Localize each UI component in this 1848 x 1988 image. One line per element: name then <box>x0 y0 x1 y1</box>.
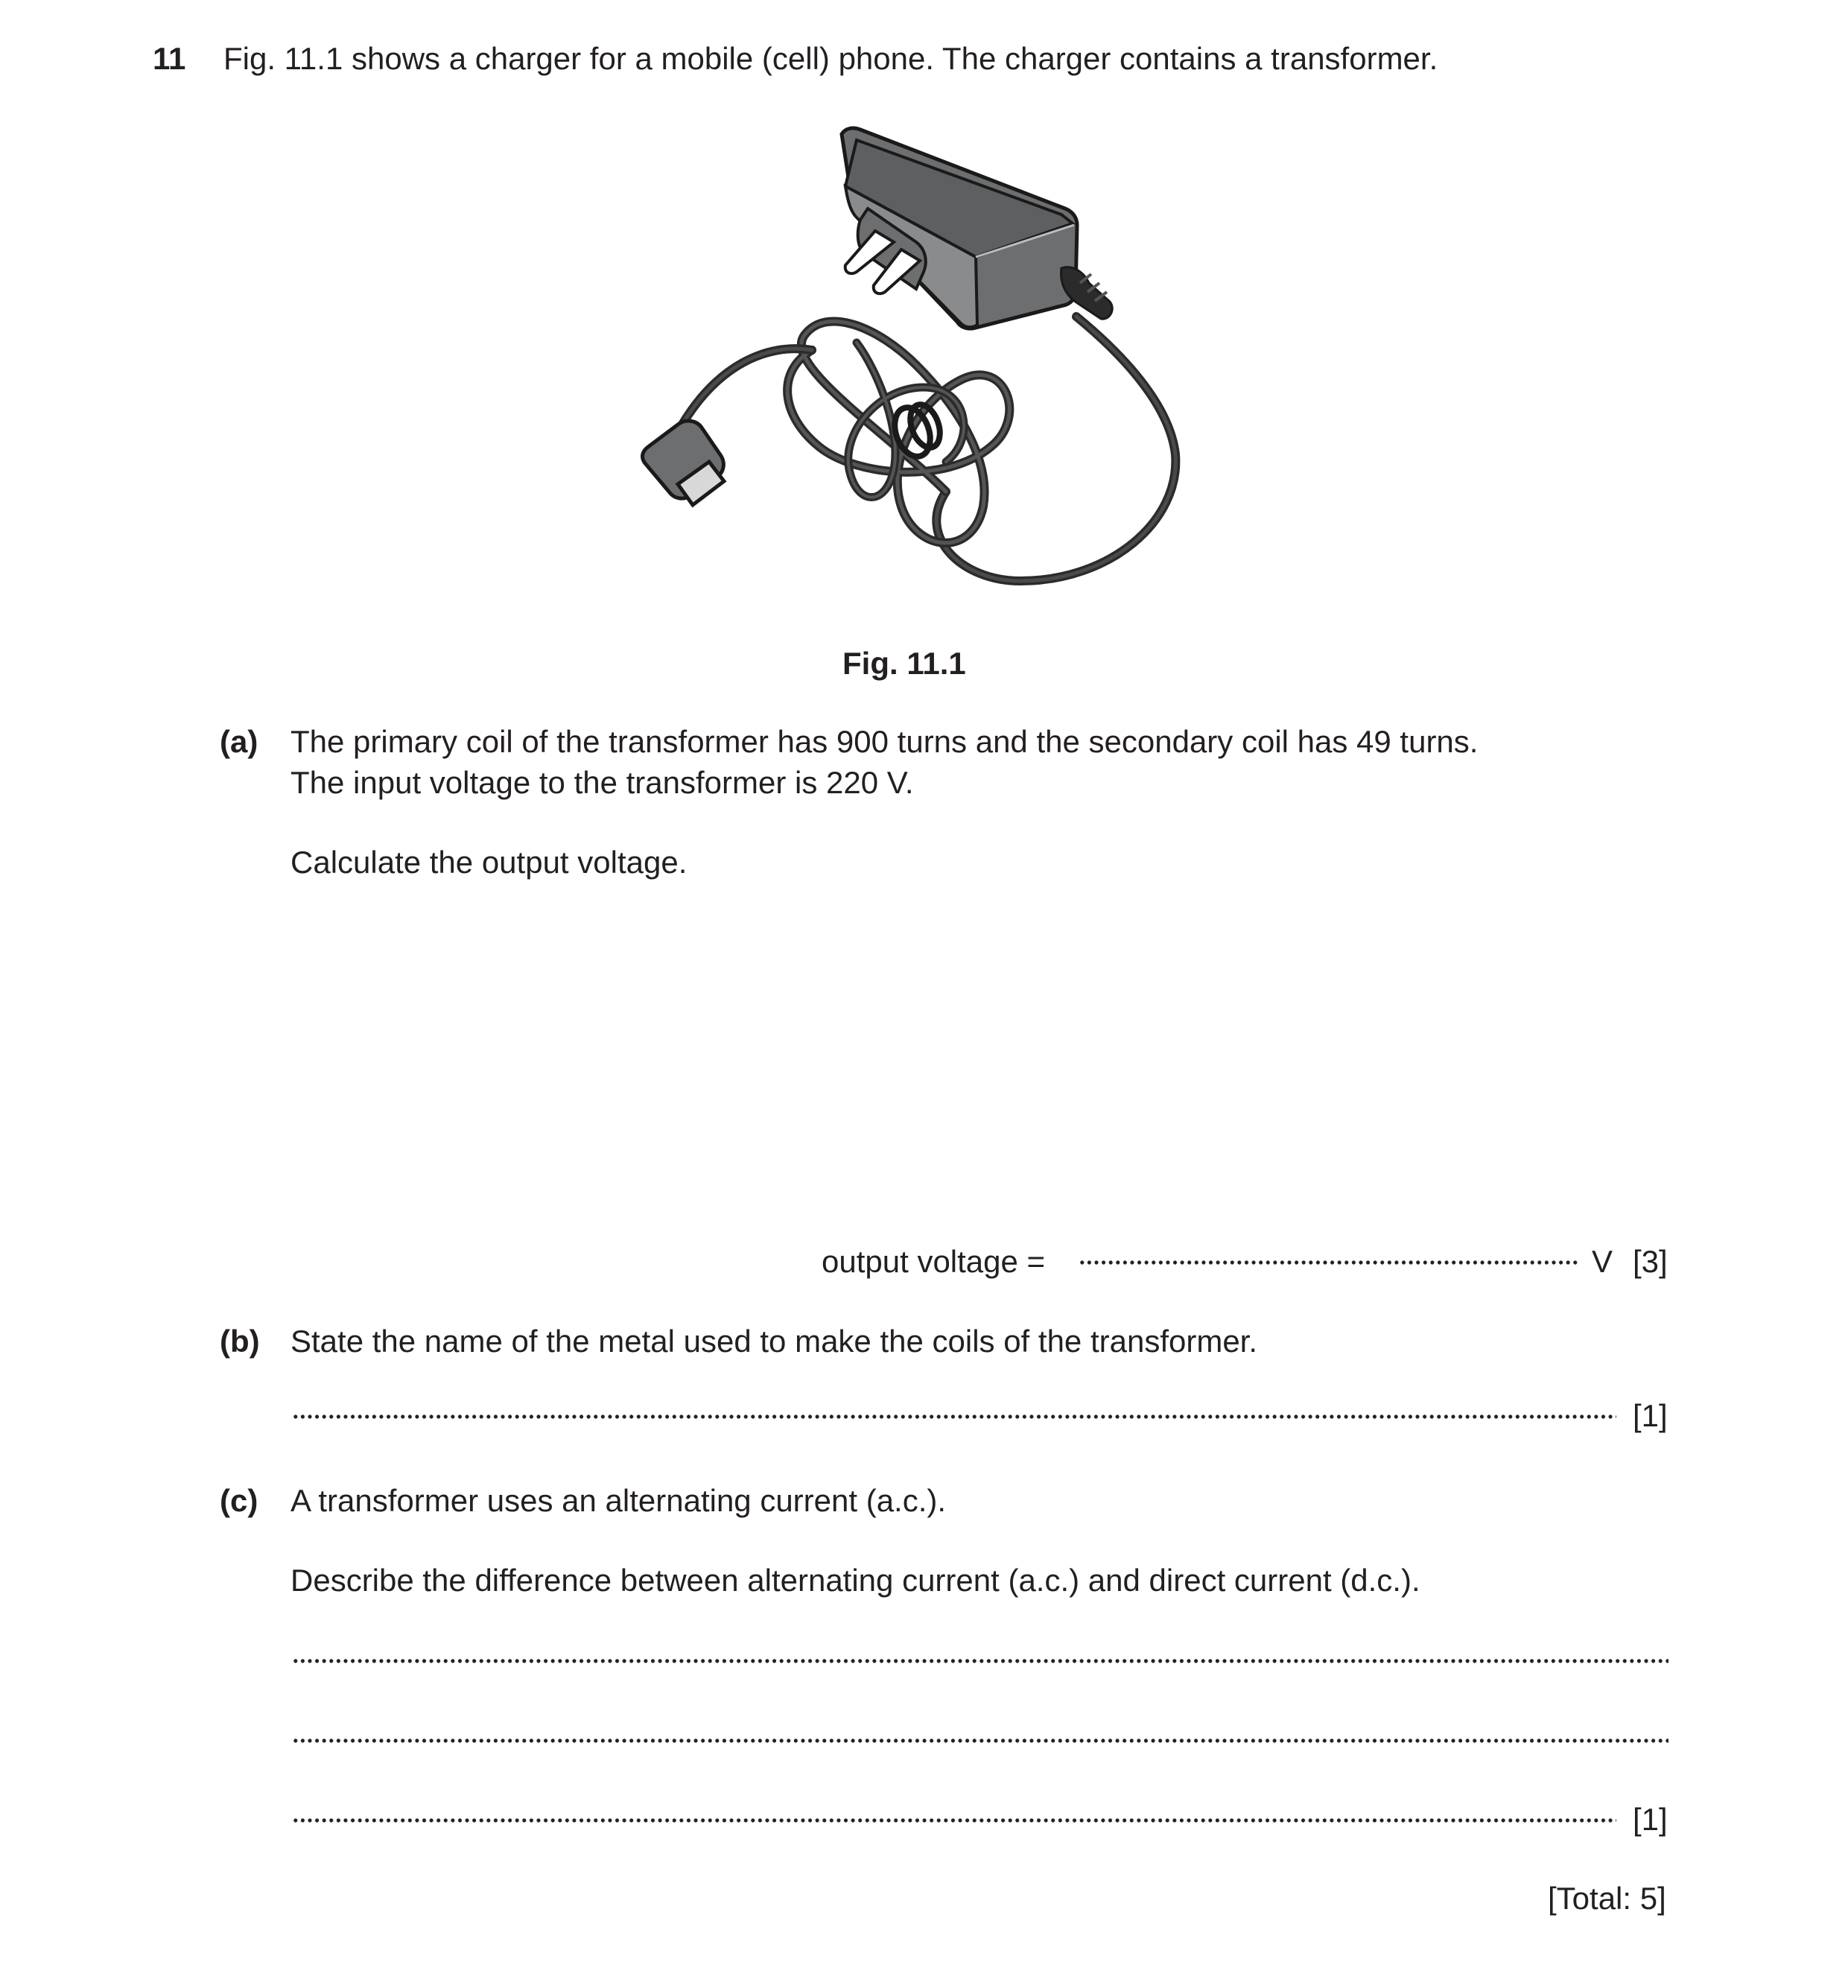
part-c-question: Describe the difference between alternating current (a.c.) and direct current (d.c.). <box>290 1563 1420 1598</box>
part-b-marks: [1] <box>1633 1398 1668 1433</box>
output-voltage-unit: V <box>1592 1244 1613 1279</box>
part-b-answer-line[interactable] <box>292 1406 1616 1428</box>
part-c-statement: A transformer uses an alternating current (a.c.). <box>290 1483 947 1518</box>
output-voltage-label: output voltage = <box>822 1244 1046 1279</box>
figure-caption: Fig. 11.1 <box>842 646 966 681</box>
part-a-instruction: Calculate the output voltage. <box>290 845 688 880</box>
part-b-question: State the name of the metal used to make the coils of the transformer. <box>290 1324 1258 1359</box>
phone-connector <box>643 421 724 505</box>
total-marks: [Total: 5] <box>1548 1881 1666 1916</box>
part-a-label: (a) <box>220 724 258 759</box>
question-number: 11 <box>153 41 186 76</box>
part-c-answer-line-1[interactable] <box>292 1650 1668 1672</box>
part-c-answer-line-3[interactable] <box>292 1809 1616 1832</box>
part-c-answer-line-2[interactable] <box>292 1730 1668 1752</box>
charger-figure <box>633 119 1199 611</box>
part-a-line1: The primary coil of the transformer has 900 turns and the secondary coil has 49 turns. <box>290 724 1479 759</box>
part-c-label: (c) <box>220 1483 258 1518</box>
output-voltage-answer-line[interactable] <box>1079 1251 1579 1274</box>
part-a-marks: [3] <box>1633 1244 1668 1279</box>
part-b-label: (b) <box>220 1324 260 1359</box>
adapter-body <box>842 128 1112 328</box>
part-a-line2: The input voltage to the transformer is 220 V. <box>290 765 914 800</box>
part-c-marks: [1] <box>1633 1802 1668 1837</box>
question-intro: Fig. 11.1 shows a charger for a mobile (cell) phone. The charger contains a transformer. <box>223 41 1438 76</box>
